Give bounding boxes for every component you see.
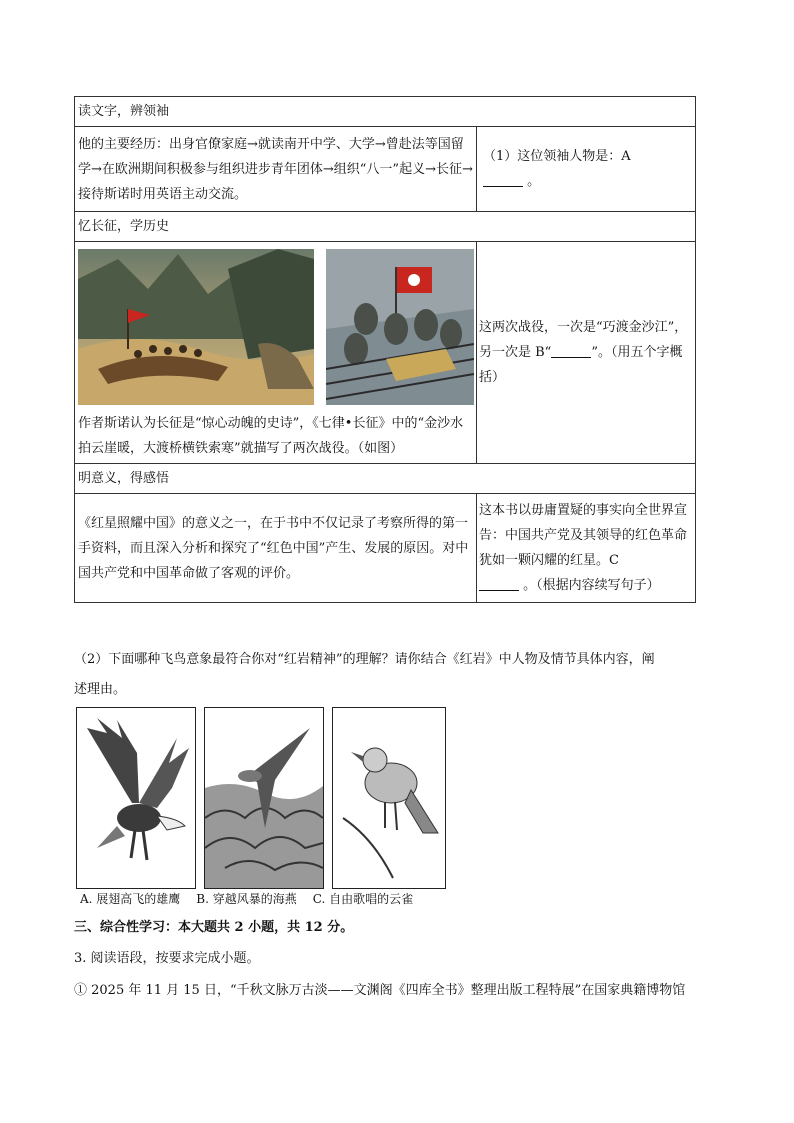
bird-caption-b: B. 穿越风暴的海燕: [196, 892, 297, 906]
section2-content: [75, 242, 477, 464]
jinsha-river-painting: [78, 249, 314, 405]
question-2-line1: （2）下面哪种飞鸟意象最符合你对“红岩精神”的理解？请你结合《红岩》中人物及情节具体内容，阐: [74, 652, 655, 667]
section2-caption: 作者斯诺认为长征是“惊心动魄的史诗”，《七律•长征》中的“金沙水拍云崖暖，大渡桥横铁索寒”就描写了两次战役。（如图）: [78, 416, 464, 456]
section3-question-a: 这本书以毋庸置疑的事实向全世界宣告：中国共产党及其领导的红色革命犹如一颗闪耀的红星。C: [479, 503, 688, 568]
part3-title: 三、综合性学习：本大题共 2 小题，共 12 分。: [74, 920, 354, 935]
section1-text: 他的主要经历：出身官僚家庭→就读南开中学、大学→曾赴法等国留学→在欧洲期间积极参与组织进步青年团体→组织“八一”起义→长征→接待斯诺时用英语主动交流。: [75, 127, 477, 212]
section2-question-a: 这两次战役，一次是“巧渡金沙江”，另一次是 B“: [479, 320, 688, 360]
bird-caption-c: C. 自由歌唱的云雀: [312, 892, 414, 906]
bird-captions: [80, 890, 413, 907]
answer-blank-b[interactable]: [551, 343, 591, 358]
question-2-line2: 述理由。: [74, 682, 127, 697]
petrel-icon[interactable]: [204, 707, 324, 889]
section2-question: [477, 242, 696, 464]
section1-header: 读文字，辨领袖: [75, 97, 696, 127]
battle-images: [78, 249, 476, 405]
question-3-intro: 3. 阅读语段，按要求完成小题。: [74, 951, 260, 966]
section3-header: 明意义，得感悟: [75, 464, 696, 494]
question-3-paragraph-1: ① 2025 年 11 月 15 日，“千秋文脉万古淡——文渊阁《四库全书》整理出版工程特展”在国家典籍博物馆: [74, 983, 686, 998]
section3-question-b: 。（根据内容续写句子）: [523, 578, 660, 593]
section3-question: [477, 494, 696, 603]
section2-question-b: ”。（用五个字概括）: [479, 345, 683, 385]
section1-question: [477, 127, 696, 212]
section1-question-text: （1）这位领袖人物是：A: [483, 149, 631, 164]
lark-icon[interactable]: [332, 707, 446, 889]
eagle-icon[interactable]: [76, 707, 196, 889]
section3-text: 《红星照耀中国》的意义之一，在于书中不仅记录了考察所得的第一手资料，而且深入分析和探究了“红色中国”产生、发展的原因。对中国共产党和中国革命做了客观的评价。: [75, 494, 477, 603]
question-table: [74, 96, 696, 603]
bird-options: [76, 707, 446, 889]
section1-question-end: 。: [527, 174, 541, 189]
bird-caption-a: A. 展翅高飞的雄鹰: [80, 892, 181, 906]
section2-header: 忆长征，学历史: [75, 212, 696, 242]
luding-bridge-painting: [326, 249, 474, 405]
answer-blank-a[interactable]: [483, 172, 523, 187]
answer-blank-c[interactable]: [479, 576, 519, 591]
